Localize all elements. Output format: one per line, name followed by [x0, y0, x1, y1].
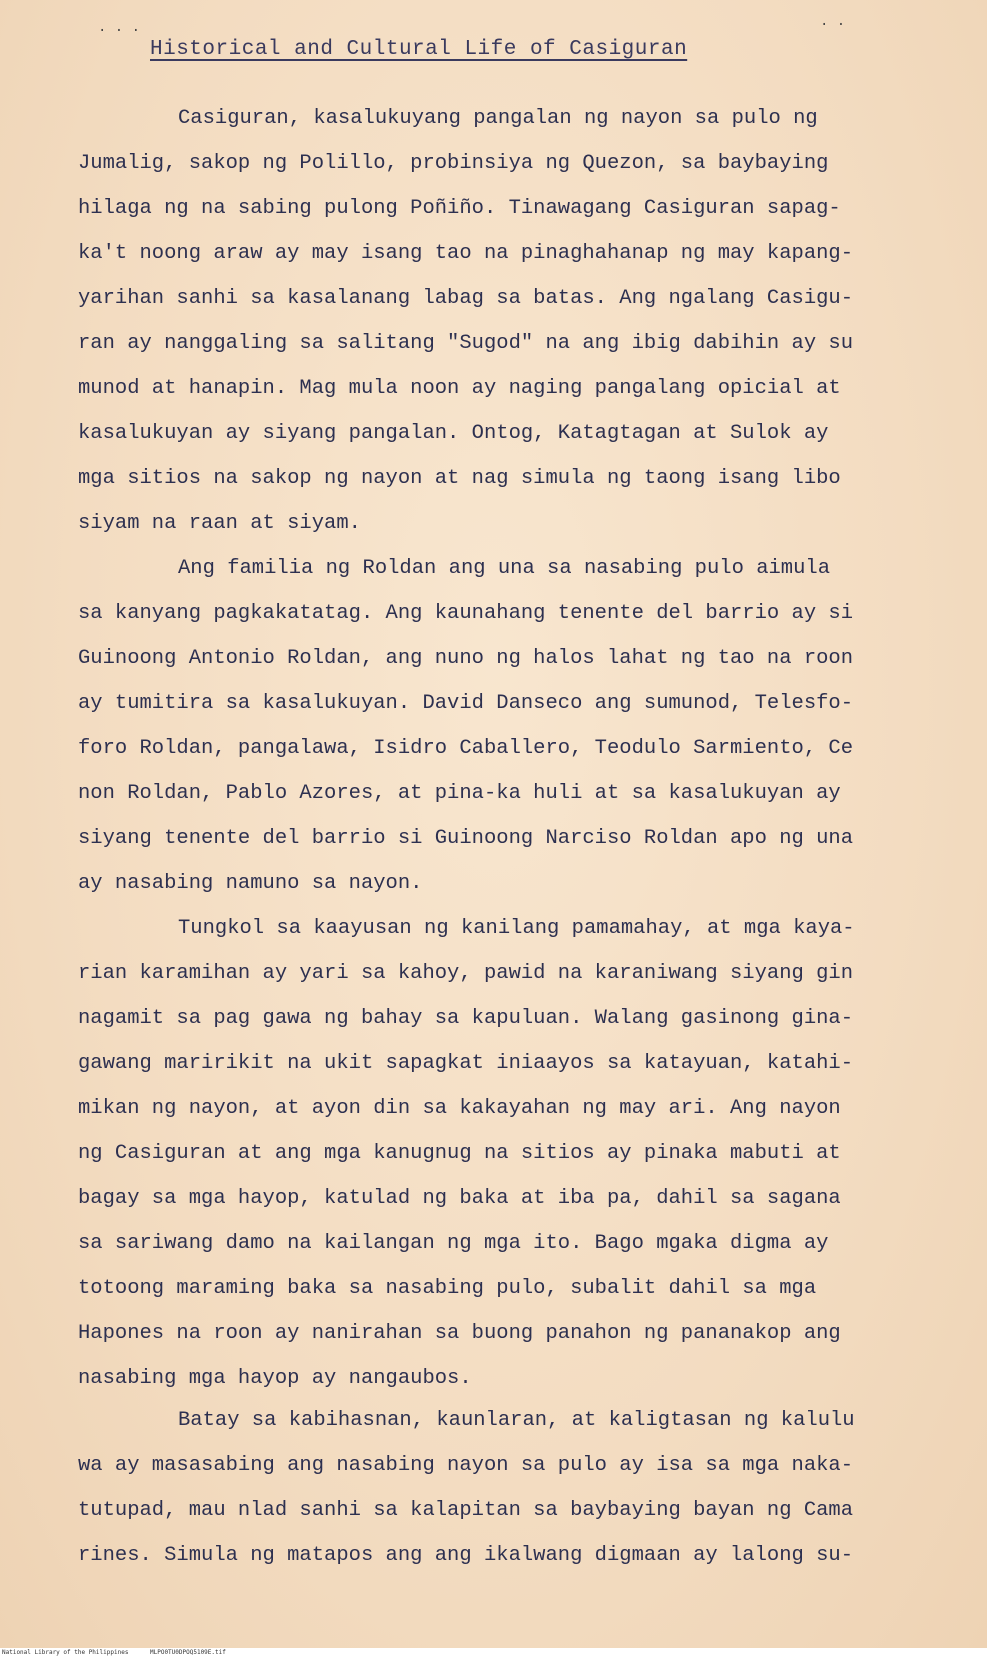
text-line: ka't noong araw ay may isang tao na pinaghahanap ng may kapang-: [78, 242, 854, 265]
text-line: mga sitios na sakop ng nayon at nag simula ng taong isang libo: [78, 467, 841, 490]
text-line: ay nasabing namuno sa nayon.: [78, 872, 423, 895]
text-line: sa sariwang damo na kailangan ng mga ito. Bago mgaka digma ay: [78, 1232, 829, 1255]
text-line: sa kanyang pagkakatatag. Ang kaunahang tenente del barrio ay si: [78, 602, 854, 625]
text-line: yarihan sanhi sa kasalanang labag sa batas. Ang ngalang Casigu-: [78, 287, 854, 310]
text-line: totoong maraming baka sa nasabing pulo, subalit dahil sa mga: [78, 1277, 817, 1300]
text-line: ay tumitira sa kasalukuyan. David Danseco ang sumunod, Telesfo-: [78, 692, 854, 715]
text-line: tutupad, mau nlad sanhi sa kalapitan sa baybaying bayan ng Cama: [78, 1499, 854, 1522]
text-line: Guinoong Antonio Roldan, ang nuno ng halos lahat ng tao na roon: [78, 647, 854, 670]
text-line: siyam na raan at siyam.: [78, 512, 361, 535]
text-line: bagay sa mga hayop, katulad ng baka at iba pa, dahil sa sagana: [78, 1187, 841, 1210]
paragraph-4: [78, 1398, 908, 1578]
paragraph-1: [78, 96, 908, 546]
scan-footer: [0, 1648, 987, 1658]
text-line: ran ay nanggaling sa salitang "Sugod" na ang ibig dabihin ay su: [78, 332, 854, 355]
footer-file-id: MLPO0TU0DPOQ5109E.tif: [150, 1649, 226, 1656]
text-line: nasabing mga hayop ay nangaubos.: [78, 1367, 472, 1390]
paragraph-3: [78, 906, 908, 1401]
text-line: gawang maririkit na ukit sapagkat iniaayos sa katayuan, katahi-: [78, 1052, 854, 1075]
text-line: Jumalig, sakop ng Polillo, probinsiya ng Quezon, sa baybaying: [78, 152, 829, 175]
text-line: munod at hanapin. Mag mula noon ay naging pangalang opicial at: [78, 377, 841, 400]
text-line: non Roldan, Pablo Azores, at pina-ka huli at sa kasalukuyan ay: [78, 782, 841, 805]
text-line: kasalukuyan ay siyang pangalan. Ontog, Katagtagan at Sulok ay: [78, 422, 829, 445]
ink-speck: . .: [820, 14, 846, 30]
text-line: rines. Simula ng matapos ang ang ikalwang digmaan ay lalong su-: [78, 1544, 854, 1567]
ink-speck: . . .: [98, 20, 141, 36]
text-line: hilaga ng na sabing pulong Poñiño. Tinawagang Casiguran sapag-: [78, 197, 841, 220]
text-line: ng Casiguran at ang mga kanugnug na sitios ay pinaka mabuti at: [78, 1142, 841, 1165]
text-line: siyang tenente del barrio si Guinoong Narciso Roldan apo ng una: [78, 827, 854, 850]
text-line: Hapones na roon ay nanirahan sa buong panahon ng pananakop ang: [78, 1322, 841, 1345]
text-line: Tungkol sa kaayusan ng kanilang pamamahay, at mga kaya-: [178, 917, 855, 940]
paragraph-2: [78, 546, 908, 906]
text-line: Batay sa kabihasnan, kaunlaran, at kaligtasan ng kalulu: [178, 1409, 855, 1432]
text-line: mikan ng nayon, at ayon din sa kakayahan ng may ari. Ang nayon: [78, 1097, 841, 1120]
text-line: foro Roldan, pangalawa, Isidro Caballero, Teodulo Sarmiento, Ce: [78, 737, 854, 760]
text-line: wa ay masasabing ang nasabing nayon sa pulo ay isa sa mga naka-: [78, 1454, 854, 1477]
footer-library-label: National Library of the Philippines: [2, 1649, 129, 1656]
text-line: nagamit sa pag gawa ng bahay sa kapuluan. Walang gasinong gina-: [78, 1007, 854, 1030]
text-line: Casiguran, kasalukuyang pangalan ng nayon sa pulo ng: [178, 107, 818, 130]
text-line: Ang familia ng Roldan ang una sa nasabing pulo aimula: [178, 557, 831, 580]
document-title: Historical and Cultural Life of Casiguran: [150, 38, 688, 61]
text-line: rian karamihan ay yari sa kahoy, pawid na karaniwang siyang gin: [78, 962, 854, 985]
